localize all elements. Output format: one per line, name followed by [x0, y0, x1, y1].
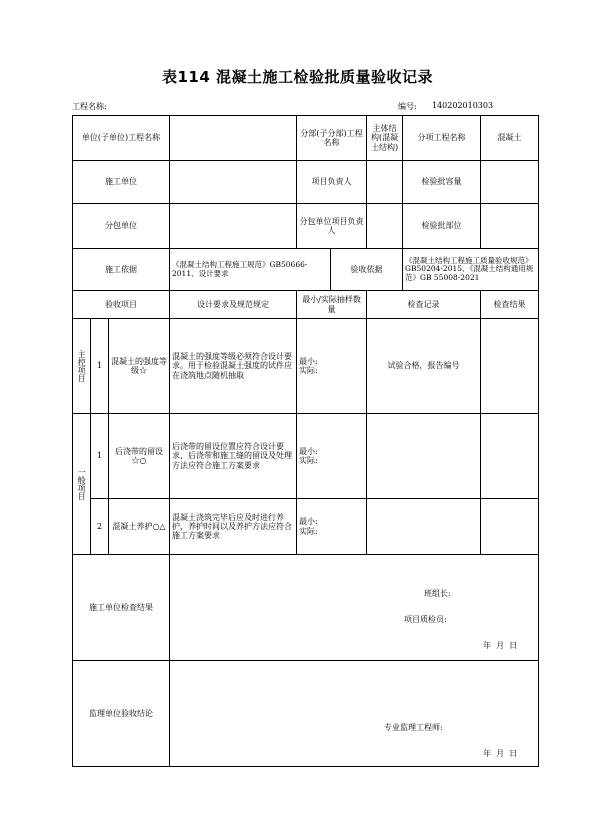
row-record[interactable]	[367, 414, 481, 499]
row-record[interactable]: 试验合格，报告编号	[367, 319, 481, 414]
col-record: 检查记录	[367, 291, 481, 319]
batch-location-value[interactable]	[481, 204, 539, 249]
construction-unit-value[interactable]	[170, 161, 297, 204]
supervision-date: 年 月 日	[483, 749, 518, 758]
manager-value[interactable]	[367, 161, 403, 204]
manager-label: 项目负责人	[297, 161, 367, 204]
acceptance-basis-label: 验收依据	[331, 249, 403, 291]
col-result: 检查结果	[481, 291, 539, 319]
construction-date: 年 月 日	[483, 641, 518, 650]
row-sample[interactable]: 最小: 实际:	[297, 319, 367, 414]
quality-inspector-label: 项目质检员:	[404, 615, 447, 624]
row-item-name: 混凝土的强度等级☆	[109, 319, 170, 414]
row-result[interactable]	[481, 499, 539, 555]
project-name-label: 工程名称:	[72, 102, 107, 111]
construction-check-label: 施工单位检查结果	[73, 555, 170, 661]
basis-label: 施工依据	[73, 249, 170, 291]
construction-check-area[interactable]	[170, 555, 539, 661]
row-no: 1	[91, 414, 109, 499]
unit-label: 单位(子单位)工程名称	[73, 116, 170, 161]
row-design: 混凝土的强度等级必须符合设计要求。用于检验混凝土强度的试件应在浇筑地点随机抽取	[170, 319, 297, 414]
row-item-name: 混凝土养护○△	[109, 499, 170, 555]
batch-capacity-label: 检验批容量	[403, 161, 481, 204]
subcontract-unit-value[interactable]	[170, 204, 297, 249]
row-result[interactable]	[481, 319, 539, 414]
row-record[interactable]	[367, 499, 481, 555]
page-title: 表114 混凝土施工检验批质量验收记录	[161, 68, 434, 86]
batch-location-label: 检验批部位	[403, 204, 481, 249]
row-design: 混凝土浇筑完毕后应及时进行养护，养护时间以及养护方法应符合施工方案要求	[170, 499, 297, 555]
item-label: 分项工程名称	[403, 116, 481, 161]
row-no: 2	[91, 499, 109, 555]
supervision-check-label: 监理单位验收结论	[73, 661, 170, 767]
supervision-engineer-label: 专业监理工程师:	[384, 723, 443, 732]
row-design: 后浇带的留设位置应符合设计要求，后浇带和施工缝的留设及处理方法应符合施工方案要求	[170, 414, 297, 499]
inspection-form	[72, 115, 539, 767]
supervision-check-area[interactable]	[170, 661, 539, 767]
subdiv-value: 主体结构(混凝土结构)	[367, 116, 403, 161]
acceptance-basis-value: 《混凝土结构工程施工质量验收规范》GB50204-2015、《混凝土结构通用规范》GB 55008-2021	[403, 249, 539, 291]
row-result[interactable]	[481, 414, 539, 499]
subdiv-label: 分部(子分部)工程名称	[297, 116, 367, 161]
col-design: 设计要求及规范规定	[170, 291, 297, 319]
row-sample[interactable]: 最小: 实际:	[297, 499, 367, 555]
subcontract-unit-label: 分包单位	[73, 204, 170, 249]
basis-value: 《混凝土结构工程施工规范》GB50666-2011、设计要求	[170, 249, 331, 291]
construction-unit-label: 施工单位	[73, 161, 170, 204]
row-sample[interactable]: 最小: 实际:	[297, 414, 367, 499]
subcontract-manager-label: 分包单位项目负责人	[297, 204, 367, 249]
unit-value[interactable]	[170, 116, 297, 161]
number-label: 编号:	[398, 102, 417, 111]
col-item: 验收项目	[73, 291, 170, 319]
main-group-label: 主控项目	[73, 319, 91, 414]
item-value: 混凝土	[481, 116, 539, 161]
general-group-label: 一般项目	[73, 414, 91, 555]
batch-capacity-value[interactable]	[481, 161, 539, 204]
number-value: 140202010303	[432, 101, 494, 110]
col-sample: 最小/实际抽样数量	[297, 291, 367, 319]
subcontract-manager-value[interactable]	[367, 204, 403, 249]
team-leader-label: 班组长:	[424, 589, 451, 598]
row-item-name: 后浇带的留设☆○	[109, 414, 170, 499]
row-no: 1	[91, 319, 109, 414]
